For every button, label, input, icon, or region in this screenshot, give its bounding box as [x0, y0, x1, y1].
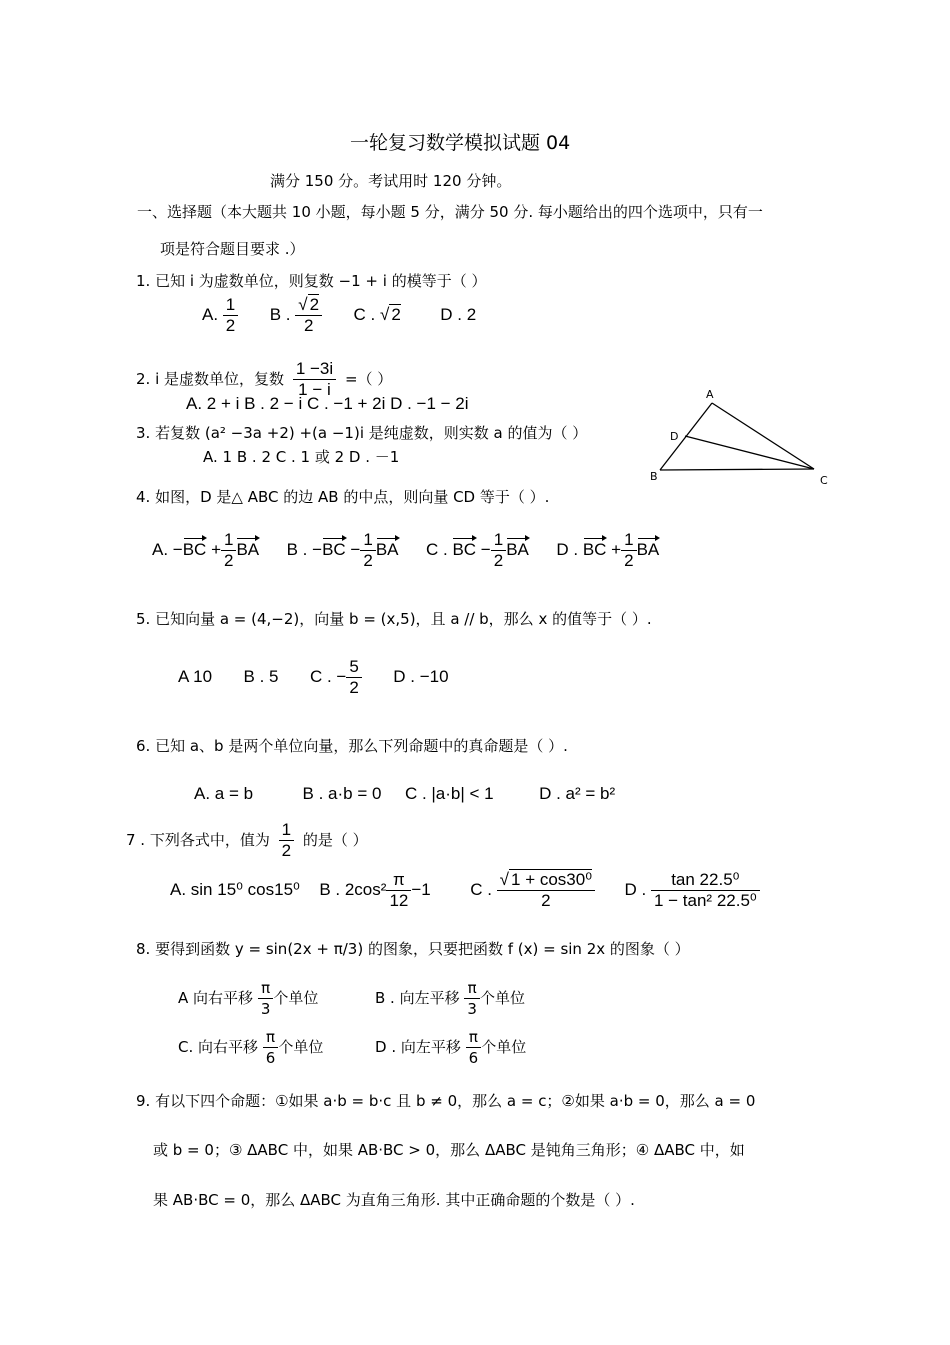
q6-option-c: C . |a·b| < 1	[404, 784, 494, 803]
q7-stem-end: 的是（ ）	[302, 831, 368, 849]
q8-option-c-label: C. 向右平移	[178, 1038, 259, 1056]
q1-option-c: C .	[353, 304, 376, 324]
question-2-options: A. 2 + i B . 2 − i C . −1 + 2i D . −1 − 2i	[186, 394, 469, 413]
question-6-stem: 6. 已知 a、b 是两个单位向量，那么下列命题中的真命题是（ ）.	[136, 737, 568, 755]
q5-option-d: D . −10	[393, 666, 449, 686]
q1-option-d: D . 2	[440, 304, 477, 324]
question-8-option-d: D . 向左平移 $\frac{\pi}{6}$ 个单位	[375, 1028, 527, 1067]
q4-option-b: B .	[286, 539, 308, 559]
question-9-line1: 9. 有以下四个命题：①如果 a·b = b·c 且 b ≠ 0，那么 a = c；②如果 a·b = 0，那么 a = 0	[136, 1092, 756, 1110]
q7-stem-text: 7 . 下列各式中，值为	[126, 831, 270, 849]
question-8-option-b: B . 向左平移 $\frac{\pi}{3}$ 个单位	[375, 979, 525, 1018]
question-9-line2: 或 b = 0；③ ΔABC 中，如果 AB·BC > 0，那么 ΔABC 是钝角三角形；④ ΔABC 中，如	[153, 1141, 745, 1159]
section-heading: 一、选择题（本大题共 10 小题，每小题 5 分，满分 50 分. 每小题给出的四个选项中，只有一	[137, 203, 763, 221]
q8-unit-b: 个单位	[479, 989, 525, 1007]
q8-unit-c: 个单位	[278, 1038, 324, 1056]
exam-info: 满分 150 分。考试用时 120 分钟。	[270, 172, 512, 190]
question-7-stem: 7 . 下列各式中，值为 $\frac{1}{2}$ 的是（ ）	[126, 820, 368, 860]
triangle-figure	[640, 383, 840, 488]
q4-option-d: D .	[556, 539, 579, 559]
question-9-line3: 果 AB·BC = 0，那么 ΔABC 为直角三角形. 其中正确命题的个数是（ ）.	[153, 1191, 635, 1209]
question-5-options: A 10 B . 5 C . − $\frac{5}{2}$ D . −10	[178, 657, 449, 697]
q4-option-c: C .	[425, 539, 448, 559]
section-heading-cont: 项是符合题目要求 .）	[160, 240, 305, 258]
q8-unit-d: 个单位	[481, 1038, 527, 1056]
q2-stem-text: 2. i 是虚数单位，复数	[136, 370, 285, 388]
q7-option-b: B . 2cos²	[319, 879, 387, 899]
q4-option-a: A.	[152, 539, 169, 559]
q1-option-b: B .	[269, 304, 291, 324]
question-2-stem: 2. i 是虚数单位，复数 $\frac{1 -3i}{1 - i}$ =（ ）	[136, 359, 393, 399]
question-8-stem: 8. 要得到函数 y = sin(2x + π/3) 的图象，只要把函数 f (x) = sin 2x 的图象（ ）	[136, 940, 690, 958]
q7-option-a: A. sin 15⁰ cos15⁰	[170, 879, 300, 899]
page-title: 一轮复习数学模拟试题 04	[350, 132, 571, 154]
question-8-option-a: A 向右平移 $\frac{\pi}{3}$ 个单位	[178, 979, 319, 1018]
vertex-c-label: C	[820, 474, 828, 487]
vertex-b-label: B	[650, 470, 658, 483]
q5-option-c: C .	[309, 666, 332, 686]
q8-option-a-label: A 向右平移	[178, 989, 254, 1007]
q1-option-a: A.	[202, 304, 219, 324]
question-1-options: A. $\frac{1}{2}$ B . $\frac{√ 2}{2}$ C . √ 2 D . 2	[202, 295, 477, 335]
vertex-a-label: A	[706, 388, 714, 401]
question-8-option-c: C. 向右平移 $\frac{\pi}{6}$ 个单位	[178, 1028, 324, 1067]
q6-option-d: D . a² = b²	[539, 784, 616, 803]
question-1-stem: 1. 已知 i 为虚数单位，则复数 −1 + i 的模等于（ ）	[136, 272, 487, 290]
q5-option-b: B . 5	[243, 666, 279, 686]
question-4-options: A. −BC + $\frac{1}{2}$ BA B . −BC − $\frac{1}{2}$ BA C . BC − $\frac{1}{2}$ BA D . BC + $\frac{1}{2}$ BA	[152, 530, 660, 570]
q8-unit-a: 个单位	[273, 989, 319, 1007]
question-3-stem: 3. 若复数 (a² −3a +2) +(a −1)i 是纯虚数，则实数 a 的值为（ ）	[136, 424, 588, 442]
q2-stem-end: =（ ）	[344, 370, 393, 388]
q8-option-d-label: D . 向左平移	[375, 1038, 461, 1056]
vertex-d-label: D	[670, 430, 679, 443]
question-7-options: A. sin 15⁰ cos15⁰ B . 2cos² $\frac{\pi}{12}$ −1 C . $\frac{\text{√ 1 + cos30⁰}}{2}$ D . $\frac{\text{tan 22.5⁰}}{\text{1 − tan² 22.5⁰}}$	[170, 870, 760, 911]
q6-option-a: A. a = b	[194, 784, 254, 803]
q7-option-c: C .	[470, 879, 492, 899]
q7-option-d: D .	[624, 879, 647, 899]
question-4-stem: 4. 如图，D 是△ ABC 的边 AB 的中点，则向量 CD 等于（ ）.	[136, 488, 550, 506]
q8-option-b-label: B . 向左平移	[375, 989, 460, 1007]
question-5-stem: 5. 已知向量 a = (4,−2)，向量 b = (x,5)，且 a // b，那么 x 的值等于（ ）.	[136, 610, 652, 628]
q6-option-b: B . a·b = 0	[302, 784, 382, 803]
question-3-options: A. 1 B . 2 C . 1 或 2 D . －1	[203, 448, 400, 466]
question-6-options	[194, 784, 615, 804]
q5-option-a: A 10	[178, 666, 213, 686]
